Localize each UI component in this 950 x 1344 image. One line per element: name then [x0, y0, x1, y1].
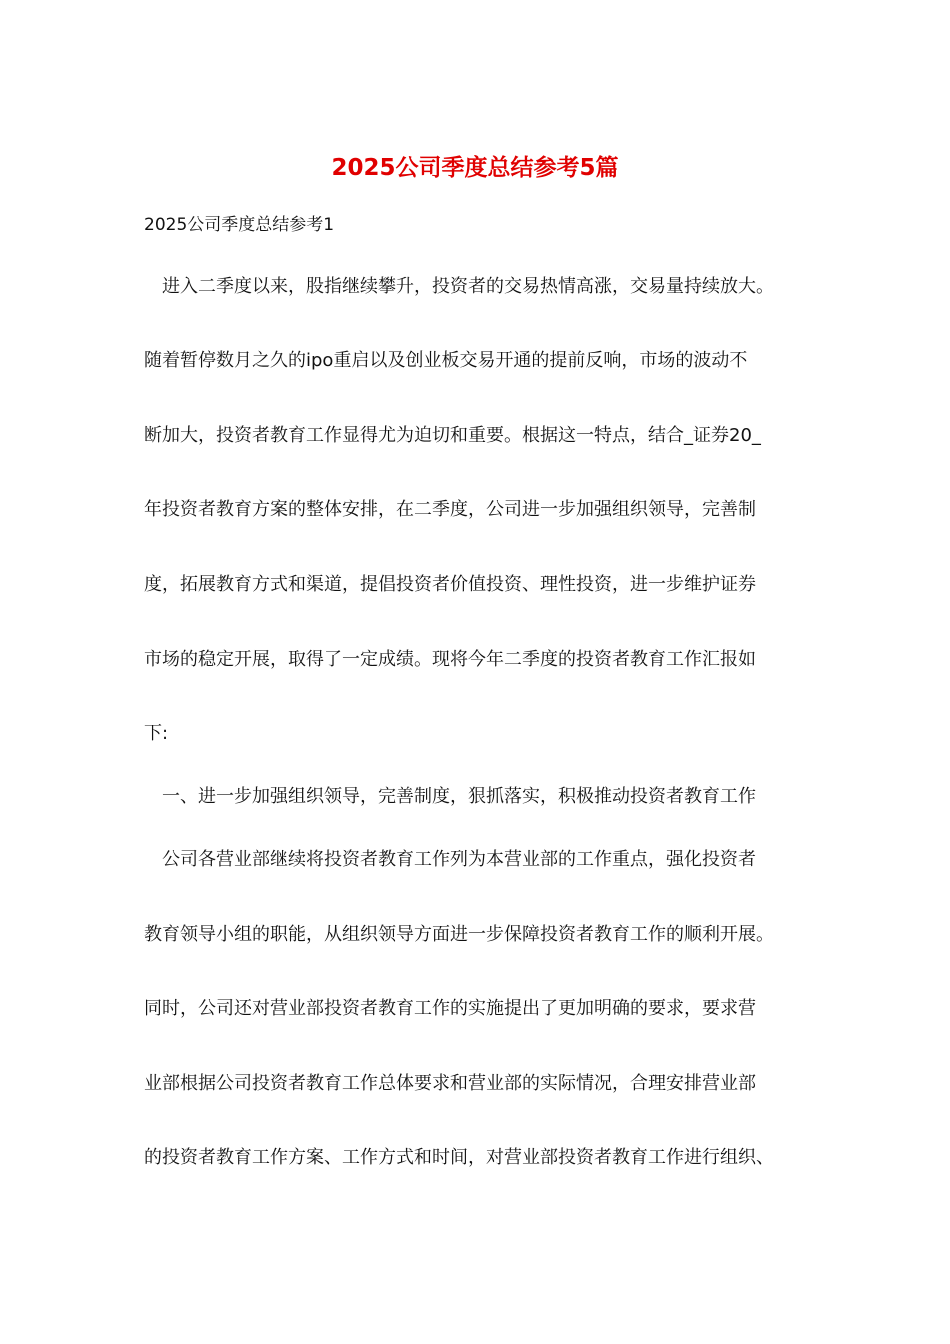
paragraph-line: 同时，公司还对营业部投资者教育工作的实施提出了更加明确的要求，要求营 [144, 998, 756, 1019]
paragraph-line: 年投资者教育方案的整体安排，在二季度，公司进一步加强组织领导，完善制 [144, 499, 756, 520]
section-heading: 2025公司季度总结参考1 [144, 215, 335, 235]
paragraph-line: 进入二季度以来，股指继续攀升，投资者的交易热情高涨，交易量持续放大。 [162, 276, 774, 297]
paragraph-line: 业部根据公司投资者教育工作总体要求和营业部的实际情况，合理安排营业部 [144, 1073, 756, 1094]
paragraph-line: 下: [144, 723, 169, 744]
paragraph-line: 公司各营业部继续将投资者教育工作列为本营业部的工作重点，强化投资者 [162, 849, 756, 870]
paragraph-line: 教育领导小组的职能，从组织领导方面进一步保障投资者教育工作的顺利开展。 [144, 924, 774, 945]
paragraph-line: 断加大，投资者教育工作显得尤为迫切和重要。根据这一特点，结合_证券20_ [144, 425, 761, 446]
paragraph-line: 度，拓展教育方式和渠道，提倡投资者价值投资、理性投资，进一步维护证券 [144, 574, 756, 595]
paragraph-line: 市场的稳定开展，取得了一定成绩。现将今年二季度的投资者教育工作汇报如 [144, 649, 756, 670]
section-heading-line: 一、进一步加强组织领导，完善制度，狠抓落实，积极推动投资者教育工作 [162, 786, 756, 807]
paragraph-line: 随着暂停数月之久的ipo重启以及创业板交易开通的提前反响，市场的波动不 [144, 350, 748, 371]
paragraph-line: 的投资者教育工作方案、工作方式和时间，对营业部投资者教育工作进行组织、 [144, 1147, 774, 1168]
document-title: 2025公司季度总结参考5篇 [331, 155, 619, 181]
